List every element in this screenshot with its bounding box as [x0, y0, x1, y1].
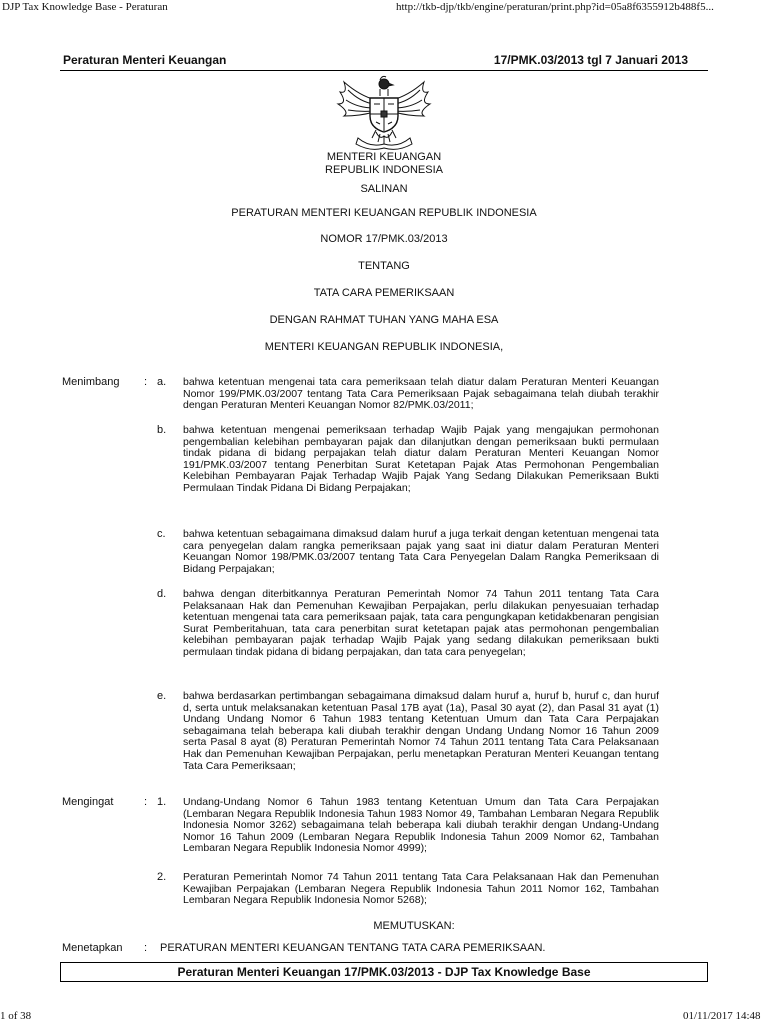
mengingat-item-1: Undang-Undang Nomor 6 Tahun 1983 tentang Ketentuan Umum dan Tata Cara Perpajakan (Lembaran Negara Republik Indonesia Tahun 1983 Nomor 49, Tambahan Lembaran Negara Republik Indonesia Nomor 3262) sebagaimana telah beberapa kali diubah terakhir dengan Undang-Undang Nomor 16 Tahun 2009 (Lembaran Negara Republik Indonesia Tahun 2009 Nomor 62, Tambahan Lembaran Negara Republik Indonesia Nomor 4999);: [183, 796, 659, 855]
title-menteri-keuangan: MENTERI KEUANGAN: [326, 151, 442, 163]
menimbang-label: Menimbang: [62, 376, 120, 388]
menimbang-colon: :: [144, 376, 148, 388]
title-nomor: NOMOR 17/PMK.03/2013: [320, 233, 448, 245]
title-rahmat: DENGAN RAHMAT TUHAN YANG MAHA ESA: [269, 314, 499, 326]
document-footer: Peraturan Menteri Keuangan 17/PMK.03/2013 - DJP Tax Knowledge Base: [60, 962, 708, 982]
mengingat-colon: :: [144, 796, 148, 808]
document-header: [60, 50, 708, 71]
menimbang-item-e: bahwa berdasarkan pertimbangan sebagaimana dimaksud dalam huruf a, huruf b, huruf c, dan huruf d, serta untuk melaksanakan ketentuan Pasal 17B ayat (1a), Pasal 30 ayat (2), dan Pasal 31 ayat (1) Undang Undang Nomor 6 Tahun 1983 tentang Ketentuan Umum dan Tata Cara Perpajakan sebagaimana telah beberapa kali diubah terakhir dengan Undang Undang Nomor 16 Tahun 2009 serta Pasal 8 ayat (8) Peraturan Pemerintah Nomor 74 Tahun 2011 tentang Tata Cara Pelaksanaan Hak dan Pemenuhan Kewajiban Perpajakan, perlu menetapkan Peraturan Menteri Keuangan tentang Tata Cara Pemeriksaan;: [183, 690, 659, 772]
print-header: [0, 0, 768, 14]
mengingat-label: Mengingat: [62, 796, 114, 808]
menimbang-mark-c: c.: [157, 528, 166, 540]
menimbang-item-c: bahwa ketentuan sebagaimana dimaksud dalam huruf a juga terkait dengan ketentuan mengenai tata cara penyegelan dalam rangka pemeriksaan pajak yang saat ini diatur dalam Peraturan Menteri Keuangan Nomor 198/PMK.03/2007 tentang Tata Cara Penyegelan Dalam Rangka Pemeriksaan di Bidang Perpajakan;: [183, 528, 659, 575]
menetapkan-colon: :: [144, 942, 148, 954]
mengingat-item-2: Peraturan Pemerintah Nomor 74 Tahun 2011 tentang Tata Cara Pelaksanaan Hak dan Pemenuhan Kewajiban Perpajakan (Lembaran Negera Republik Indonesia Tahun 2011 Nomor 162, Tambahan Lembaran Negara Republik Indonesia Nomor 5268);: [183, 871, 659, 907]
print-datetime: 01/11/2017 14:48: [683, 1010, 761, 1022]
document-type: Peraturan Menteri Keuangan: [63, 53, 227, 67]
menimbang-item-a: bahwa ketentuan mengenai tata cara pemeriksaan telah diatur dalam Peraturan Menteri Keuangan Nomor 199/PMK.03/2007 tentang Tata Cara Pemeriksaan Pajak sebagaimana telah diubah terakhir dengan Peraturan Menteri Keuangan Nomor 82/PMK.03/2011;: [183, 376, 659, 412]
print-page-url: http://tkb-djp/tkb/engine/peraturan/print.php?id=05a8f6355912b488f5...: [396, 1, 714, 13]
title-salinan: SALINAN: [360, 183, 408, 195]
menimbang-mark-e: e.: [157, 690, 167, 702]
print-footer: [0, 1008, 768, 1024]
menimbang-mark-a: a.: [157, 376, 167, 388]
garuda-pancasila-icon: [330, 74, 438, 150]
menimbang-mark-b: b.: [157, 424, 167, 436]
menimbang-item-d: bahwa dengan diterbitkannya Peraturan Pemerintah Nomor 74 Tahun 2011 tentang Tata Cara Pelaksanaan Hak dan Pemenuhan Kewajiban Perpajakan, perlu dilakukan penyesuaian terhadap ketentuan mengenai tata cara pemeriksaan pajak, tata cara pengungkapan ketidakbenaran pengisian Surat Pemberitahuan, tata cara penerbitan surat ketetapan pajak atas permohonan pengembalian kelebihan pembayaran pajak terhadap Wajib Pajak yang sedang dilakukan pemeriksaan bukti permulaan tindak pidana di bidang perpajakan, dan tata cara penyegelan;: [183, 588, 659, 658]
memutuskan-heading: MEMUTUSKAN:: [373, 920, 455, 932]
print-page-title: DJP Tax Knowledge Base - Peraturan: [2, 1, 168, 13]
title-tentang: TENTANG: [358, 260, 410, 272]
mengingat-mark-2: 2.: [157, 871, 167, 883]
title-subject: TATA CARA PEMERIKSAAN: [313, 287, 455, 299]
title-menteri-ri: MENTERI KEUANGAN REPUBLIK INDONESIA,: [264, 341, 504, 353]
mengingat-mark-1: 1.: [157, 796, 167, 808]
menetapkan-text: PERATURAN MENTERI KEUANGAN TENTANG TATA CARA PEMERIKSAAN.: [160, 942, 546, 954]
document-number-date: 17/PMK.03/2013 tgl 7 Januari 2013: [493, 53, 688, 67]
title-peraturan: PERATURAN MENTERI KEUANGAN REPUBLIK INDONESIA: [231, 207, 537, 219]
print-page-count: 1 of 38: [0, 1010, 32, 1022]
menetapkan-label: Menetapkan: [62, 942, 123, 954]
menimbang-item-b: bahwa ketentuan mengenai pemeriksaan terhadap Wajib Pajak yang mengajukan permohonan pengembalian kelebihan pembayaran pajak dan dilanjutkan dengan pemeriksaan bukti permulaan tindak pidana di bidang perpajakan telah diatur dalam Peraturan Menteri Keuangan Nomor 191/PMK.03/2007 tentang Penerbitan Surat Ketetapan Pajak Atas Permohonan Pengembalian Kelebihan Pembayaran Pajak Terhadap Wajib Pajak Yang Sedang Dilakukan Pemeriksaan Bukti Permulaan Tindak Pidana Di Bidang Perpajakan;: [183, 424, 659, 494]
title-republik-indonesia: REPUBLIK INDONESIA: [325, 164, 443, 176]
menimbang-mark-d: d.: [157, 588, 167, 600]
